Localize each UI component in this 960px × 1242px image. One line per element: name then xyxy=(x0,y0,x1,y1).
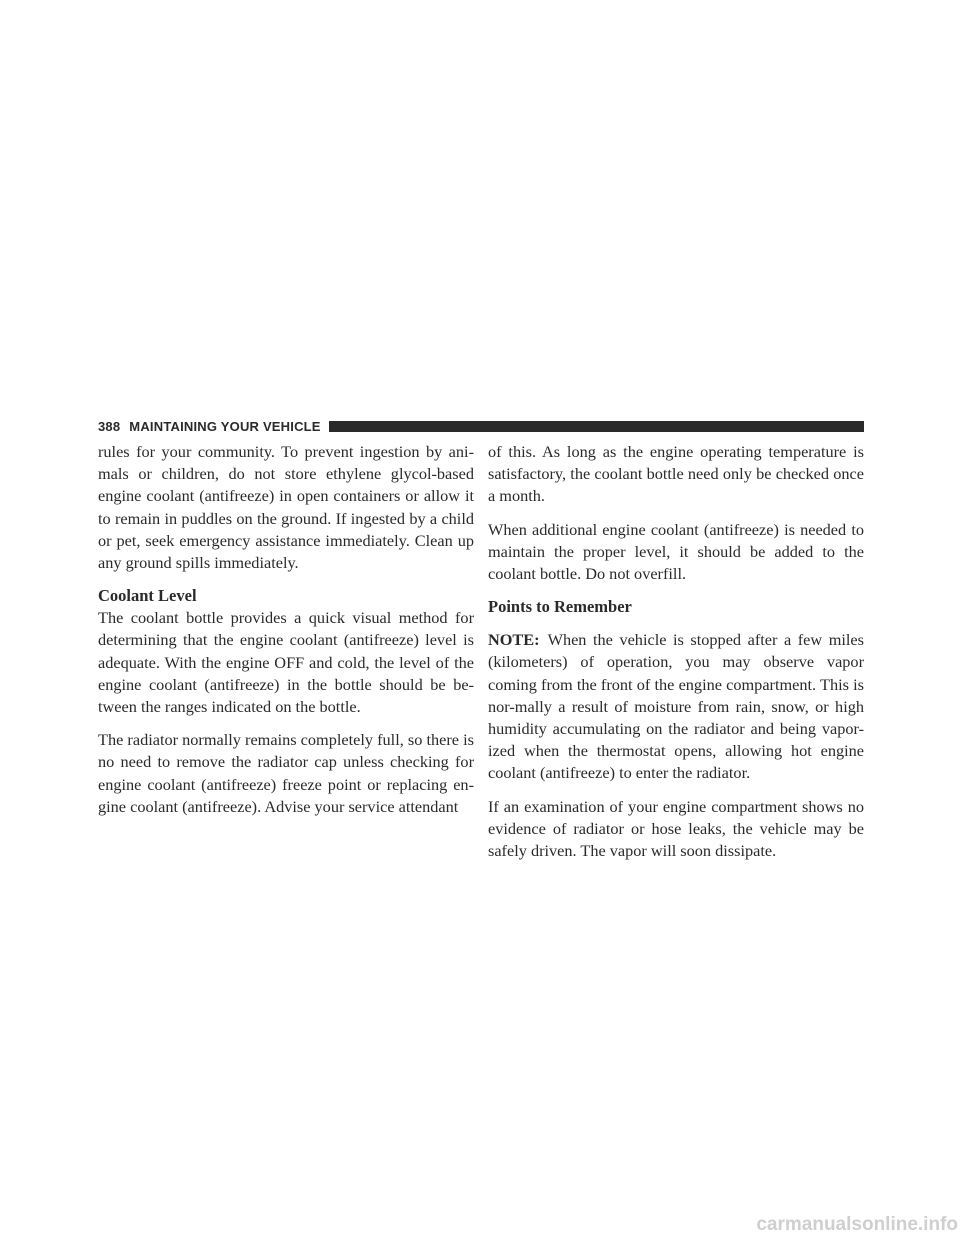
paragraph-coolant-bottle: The coolant bottle provides a quick visual method for determining that the engine coolant (antifreeze) level is adequate. With the engine OFF and cold, the level of the engine coolant (antifreeze) in the bottle should be be-tween the ranges indicated on the bottle. xyxy=(98,608,474,717)
page-header xyxy=(98,416,864,436)
page-number: 388 xyxy=(98,418,121,434)
note-paragraph xyxy=(488,629,864,784)
heading-points-to-remember: Points to Remember xyxy=(488,597,632,617)
note-label: NOTE: xyxy=(488,630,540,650)
paragraph-ingestion-warning: rules for your community. To prevent ingestion by ani-mals or children, do not store ethylene glycol-based engine coolant (antifreeze) in open containers or allow it to remain in puddles on the ground. If ingested by a child or pet, seek emergency assistance immediately. Clean up any ground spills immediately. xyxy=(98,442,474,573)
watermark-logo xyxy=(720,1208,960,1238)
watermark-text: carmanualsonline.info xyxy=(756,1214,958,1235)
note-text: When the vehicle is stopped after a few miles (kilometers) of operation, you may observe vapor coming from the front of the engine compartment. This is nor-mally a result of moisture from rain, snow, or high humidity accumulating on the radiator and being vapor-ized when the thermostat opens, allowing hot engine coolant (antifreeze) to enter the radiator. xyxy=(488,630,864,783)
paragraph-safely-driven: If an examination of your engine compartment shows no evidence of radiator or hose leaks, the vehicle may be safely driven. The vapor will soon dissipate. xyxy=(488,796,864,861)
section-title: MAINTAINING YOUR VEHICLE xyxy=(129,418,321,434)
paragraph-add-coolant: When additional engine coolant (antifreeze) is needed to maintain the proper level, it should be added to the coolant bottle. Do not overfill. xyxy=(488,519,864,584)
heading-coolant-level: Coolant Level xyxy=(98,586,197,606)
right-column xyxy=(488,441,864,873)
header-rule xyxy=(329,421,864,432)
paragraph-check-monthly: of this. As long as the engine operating temperature is satisfactory, the coolant bottle need only be checked once a month. xyxy=(488,442,864,506)
paragraph-radiator-full: The radiator normally remains completely full, so there is no need to remove the radiator cap unless checking for engine coolant (antifreeze) freeze point or replacing en-gine coolant (antifreeze). Advise your service attendant xyxy=(98,730,474,816)
left-column xyxy=(98,441,474,829)
